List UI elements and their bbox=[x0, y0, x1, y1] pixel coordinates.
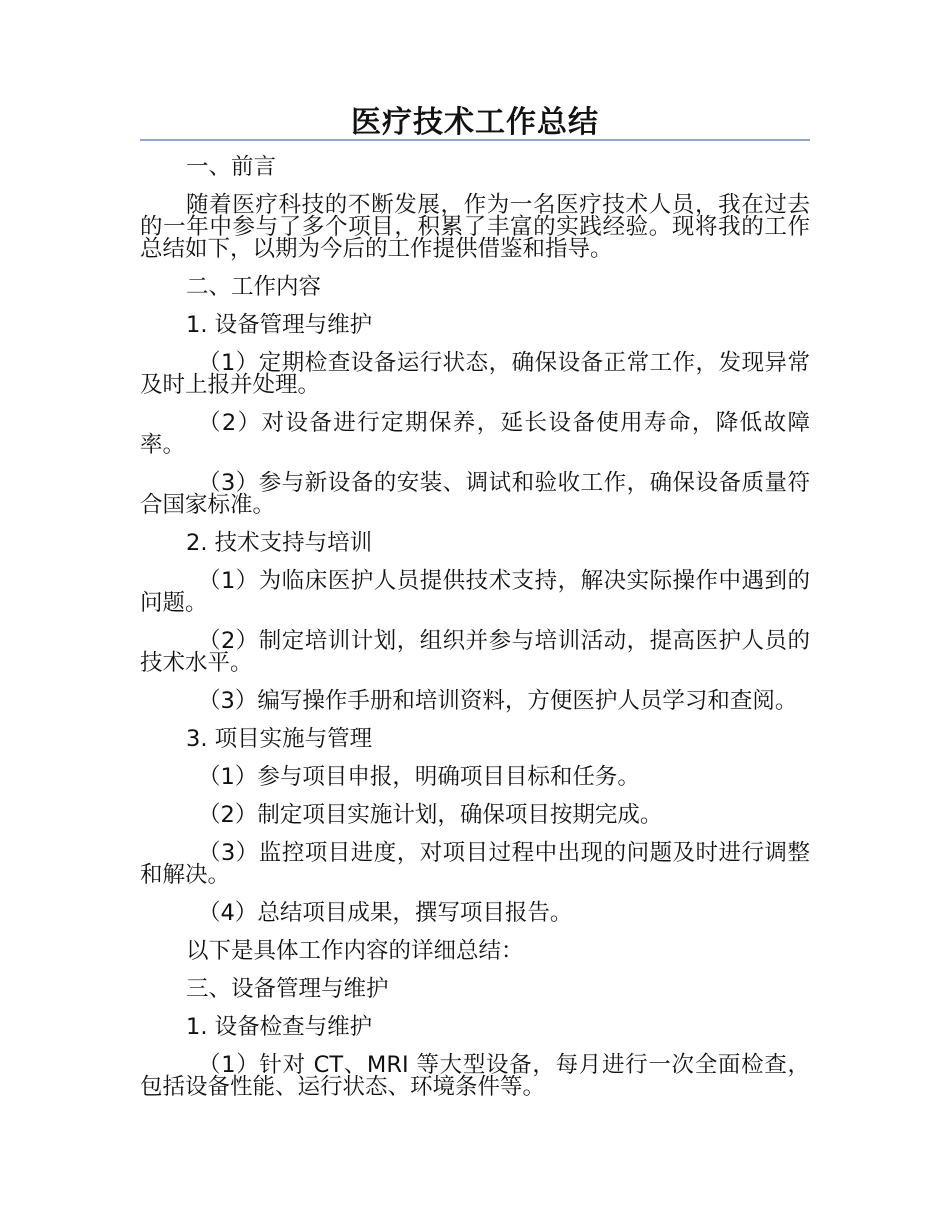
list-item: （3）监控项目进度，对项目过程中出现的问题及时进行调整和解决。 bbox=[140, 840, 810, 888]
section-heading-preface: 一、前言 bbox=[186, 154, 277, 180]
list-item: （1）参与项目申报，明确项目目标和任务。 bbox=[198, 764, 640, 790]
list-item: （3）参与新设备的安装、调试和验收工作，确保设备质量符合国家标准。 bbox=[140, 470, 810, 518]
section-heading-work-content: 二、工作内容 bbox=[186, 274, 322, 300]
detail-intro-line: 以下是具体工作内容的详细总结： bbox=[186, 938, 524, 964]
list-item: （1）针对 CT、MRI 等大型设备，每月进行一次全面检查，包括设备性能、运行状态、环境条件等。 bbox=[140, 1052, 810, 1100]
list-item: （1）为临床医护人员提供技术支持，解决实际操作中遇到的问题。 bbox=[140, 568, 810, 616]
section-heading-equipment-maintenance: 三、设备管理与维护 bbox=[186, 976, 389, 1002]
subheading-technical-support: 2. 技术支持与培训 bbox=[186, 530, 373, 556]
subheading-project-management: 3. 项目实施与管理 bbox=[186, 726, 373, 752]
list-item: （2）对设备进行定期保养，延长设备使用寿命，降低故障率。 bbox=[140, 410, 810, 458]
document-title: 医疗技术工作总结 bbox=[351, 105, 599, 140]
subheading-equipment-management: 1. 设备管理与维护 bbox=[186, 312, 373, 338]
title-underline bbox=[140, 139, 810, 141]
list-item: （4）总结项目成果，撰写项目报告。 bbox=[198, 900, 573, 926]
subheading-equipment-inspection: 1. 设备检查与维护 bbox=[186, 1014, 373, 1040]
list-item: （2）制定培训计划，组织并参与培训活动，提高医护人员的技术水平。 bbox=[140, 628, 810, 676]
document-body bbox=[140, 156, 810, 1114]
list-item: （3）编写操作手册和培训资料，方便医护人员学习和查阅。 bbox=[198, 688, 798, 714]
preface-paragraph: 随着医疗科技的不断发展，作为一名医疗技术人员，我在过去的一年中参与了多个项目，积累了丰富的实践经验。现将我的工作总结如下，以期为今后的工作提供借鉴和指导。 bbox=[140, 192, 810, 262]
list-item: （1）定期检查设备运行状态，确保设备正常工作，发现异常及时上报并处理。 bbox=[140, 350, 810, 398]
list-item: （2）制定项目实施计划，确保项目按期完成。 bbox=[198, 802, 663, 828]
